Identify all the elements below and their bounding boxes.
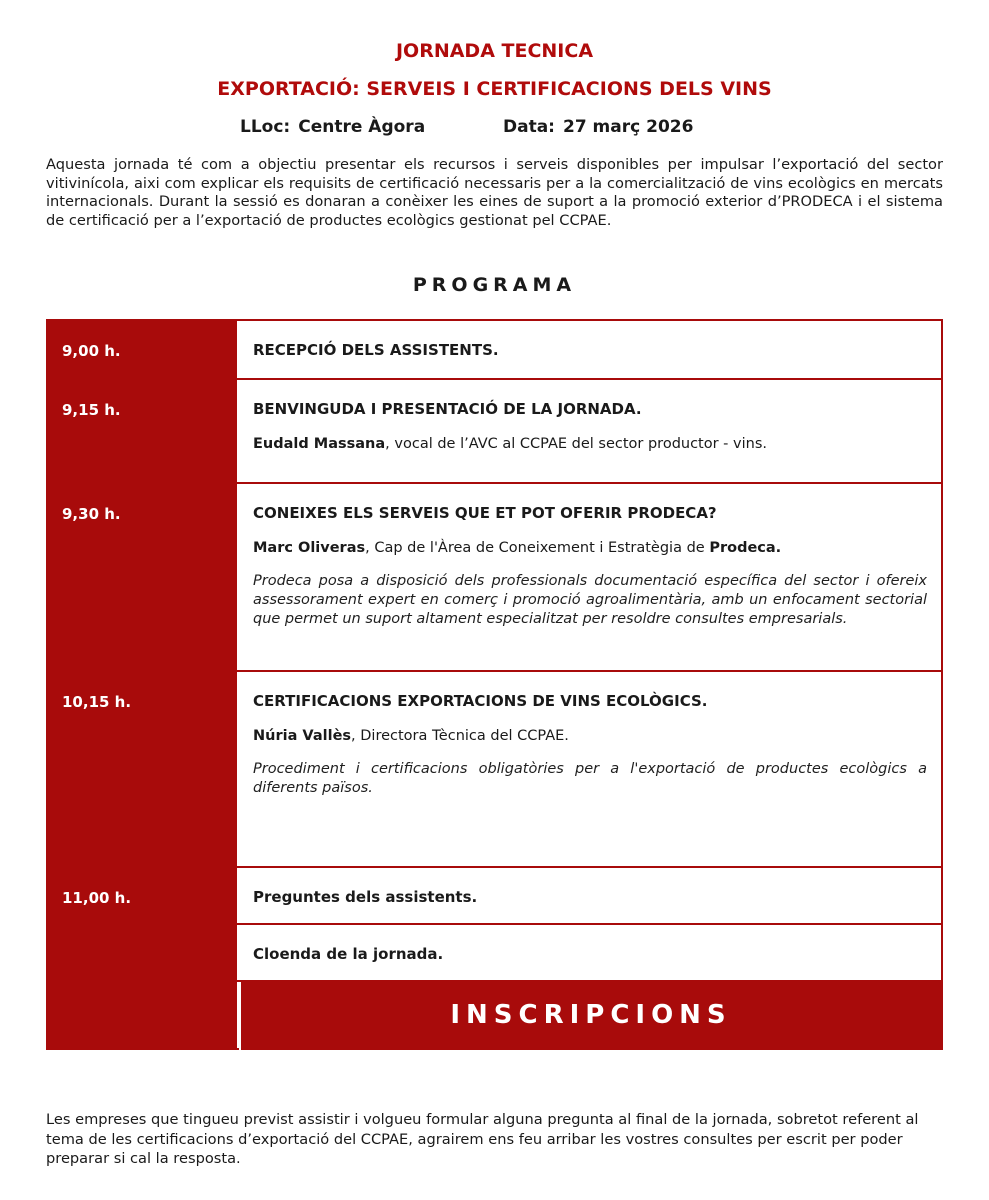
program-row [48, 378, 941, 484]
date-value: 27 març 2026 [562, 117, 694, 137]
program-content [239, 321, 941, 378]
program-content [239, 868, 941, 925]
program-time-empty [48, 982, 237, 1050]
speaker-role: , vocal de l’AVC al CCPAE del sector productor - vins. [385, 436, 767, 452]
date-label: Data: [503, 117, 555, 137]
event-date [503, 117, 693, 137]
program-heading: PROGRAMA [412, 274, 577, 296]
speaker-role: , Cap de l'Àrea de Coneixement i Estratègia de [365, 540, 710, 556]
speaker-organization: Prodeca. [709, 540, 782, 556]
program-time: 9,15 h. [48, 380, 237, 484]
program-table [46, 319, 943, 1050]
program-item-title: Cloenda de la jornada. [253, 945, 444, 963]
program-row [48, 866, 941, 925]
speaker-line [253, 728, 927, 744]
program-row [48, 670, 941, 868]
program-time: 9,00 h. [48, 321, 237, 378]
program-content [239, 925, 941, 982]
program-content [239, 380, 941, 484]
event-type-title: JORNADA TECNICA [395, 40, 594, 62]
program-content [239, 672, 941, 868]
program-content [239, 484, 941, 672]
program-item-title: RECEPCIÓ DELS ASSISTENTS. [253, 341, 499, 359]
event-title: EXPORTACIÓ: SERVEIS I CERTIFICACIONS DELS VINS [217, 78, 772, 100]
speaker-line [253, 436, 927, 452]
program-row [48, 923, 941, 982]
program-time: 9,30 h. [48, 484, 237, 672]
program-item-title: CERTIFICACIONS EXPORTACIONS DE VINS ECOLÒGICS. [253, 692, 708, 710]
event-place [240, 117, 425, 137]
speaker-name: Marc Oliveras [253, 540, 366, 556]
program-item-title: Preguntes dels assistents. [253, 888, 478, 906]
program-time [48, 925, 237, 982]
place-label: LLoc: [240, 117, 291, 137]
inscriptions-banner[interactable]: INSCRIPCIONS [239, 982, 941, 1050]
intro-paragraph: Aquesta jornada té com a objectiu presentar els recursos i serveis disponibles per impulsar l’exportació del sector vitivinícola, aixi com explicar els requisits de certificació necessaris per a la comercialització de vins ecològics en mercats internacionals. Durant la sessió es donaran a conèixer les eines de suport a la promoció exterior d’PRODECA i el sistema de certificació per a l’exportació de productes ecològics gestionat pel CCPAE. [46, 156, 943, 229]
program-item-description: Procediment i certificacions obligatòries per a l'exportació de productes ecològics a diferents països. [253, 761, 927, 796]
speaker-role: , Directora Tècnica del CCPAE. [351, 728, 569, 744]
program-item-title: CONEIXES ELS SERVEIS QUE ET POT OFERIR PRODECA? [253, 504, 717, 522]
footer-note: Les empreses que tingueu previst assistir i volgueu formular alguna pregunta al final de la jornada, sobretot referent al tema de les certificacions d’exportació del CCPAE, agrairem ens feu arribar les vostres consultes per escrit per poder preparar si cal la resposta. [46, 1111, 919, 1167]
place-value: Centre Àgora [298, 117, 426, 137]
program-row [48, 482, 941, 672]
program-time: 11,00 h. [48, 868, 237, 925]
speaker-name: Eudald Massana [253, 436, 386, 452]
speaker-line [253, 540, 927, 556]
speaker-name: Núria Vallès [253, 728, 352, 744]
program-item-title: BENVINGUDA I PRESENTACIÓ DE LA JORNADA. [253, 400, 642, 418]
program-row [48, 321, 941, 378]
program-time: 10,15 h. [48, 672, 237, 868]
inscriptions-row [48, 980, 941, 1050]
program-item-description: Prodeca posa a disposició dels professionals documentació específica del sector i ofereix assessorament expert en comerç i promoció agroalimentària, amb un enfocament sectorial que permet un suport altament especialitzat per resoldre consultes empresarials. [253, 573, 927, 627]
